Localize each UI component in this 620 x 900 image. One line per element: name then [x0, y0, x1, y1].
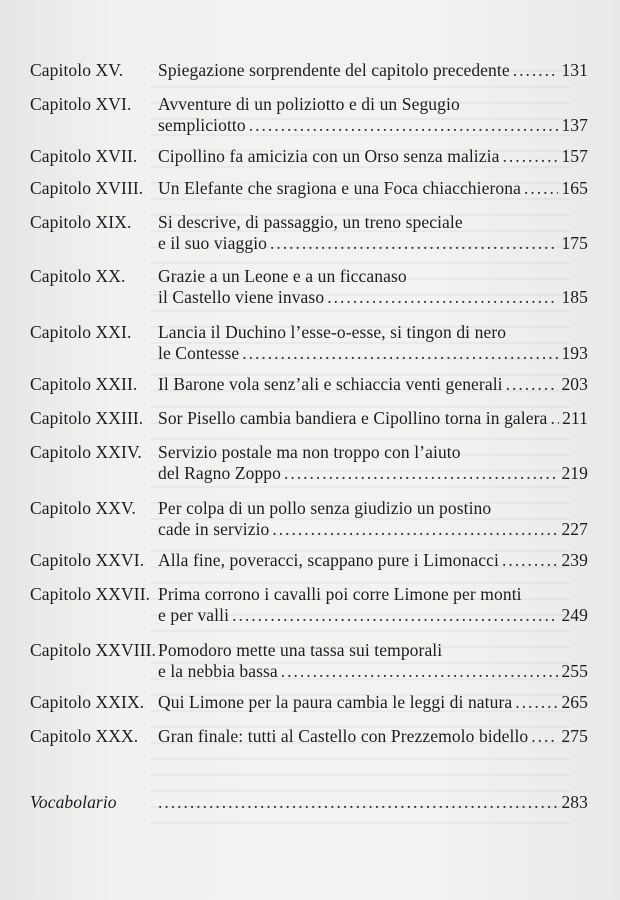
chapter-title-cont: del Ragno Zoppo	[158, 463, 282, 483]
leader-dots	[284, 463, 558, 484]
leader-dots	[327, 287, 558, 308]
chapter-label: Capitolo XXV.	[30, 498, 136, 518]
page-number: 283	[561, 792, 588, 812]
chapter-title: Lancia il Duchino l’esse-o-esse, si tingon di nero	[158, 322, 507, 342]
chapter-title: Prima corrono i cavalli poi corre Limone per monti	[158, 584, 522, 604]
chapter-label: Capitolo XXIII.	[30, 408, 144, 428]
leader-dots	[270, 233, 558, 254]
leader-dots	[550, 408, 559, 429]
chapter-title-cont: e la nebbia bassa	[158, 661, 278, 681]
chapter-title: Qui Limone per la paura cambia le leggi di natura	[158, 692, 513, 712]
chapter-label: Capitolo XXI.	[30, 322, 132, 342]
leader-dots	[524, 178, 558, 199]
leader-dots	[242, 343, 558, 364]
chapter-title-cont: le Contesse	[158, 343, 240, 363]
leader-dots	[502, 146, 558, 167]
page-number: 157	[561, 146, 588, 166]
page-number: 175	[561, 233, 588, 253]
chapter-title-cont: sempliciotto	[158, 115, 246, 135]
chapter-label: Capitolo XV.	[30, 60, 124, 80]
chapter-title: Grazie a un Leone e a un ficcanaso	[158, 266, 407, 286]
chapter-label: Capitolo XVII.	[30, 146, 138, 166]
chapter-title: Sor Pisello cambia bandiera e Cipollino torna in galera	[158, 408, 548, 428]
chapter-label: Capitolo XXVIII.	[30, 640, 157, 660]
page-number: 219	[561, 463, 588, 483]
chapter-title: Per colpa di un pollo senza giudizio un postino	[158, 498, 492, 518]
page-number: 211	[562, 408, 588, 428]
page-number: 131	[561, 60, 588, 80]
page-number: 265	[561, 692, 588, 712]
chapter-title-cont: il Castello viene invaso	[158, 287, 325, 307]
leader-dots	[506, 374, 559, 395]
leader-dots	[531, 726, 558, 747]
chapter-label: Capitolo XX.	[30, 266, 126, 286]
chapter-label: Capitolo XVI.	[30, 94, 132, 114]
leader-dots	[249, 115, 559, 136]
chapter-title-cont: cade in servizio	[158, 519, 270, 539]
vocabulary-label: Vocabolario	[30, 792, 117, 812]
leader-dots	[158, 792, 558, 813]
chapter-label: Capitolo XXIX.	[30, 692, 145, 712]
chapter-label: Capitolo XVIII.	[30, 178, 144, 198]
leader-dots	[513, 60, 559, 81]
chapter-title: Avventure di un poliziotto e di un Segugio	[158, 94, 460, 114]
chapter-title: Alla fine, poveracci, scappano pure i Limonacci	[158, 550, 499, 570]
chapter-title-cont: e il suo viaggio	[158, 233, 268, 253]
chapter-title: Cipollino fa amicizia con un Orso senza malizia	[158, 146, 500, 166]
chapter-title-cont: e per valli	[158, 605, 230, 625]
chapter-label: Capitolo XIX.	[30, 212, 132, 232]
chapter-title: Gran finale: tutti al Castello con Prezzemolo bidello	[158, 726, 529, 746]
leader-dots	[502, 550, 558, 571]
chapter-title: Un Elefante che sragiona e una Foca chiacchierona	[158, 178, 521, 198]
page-number: 227	[561, 519, 588, 539]
leader-dots	[281, 661, 559, 682]
page-number: 165	[561, 178, 588, 198]
page-number: 255	[561, 661, 588, 681]
chapter-title: Pomodoro mette una tassa sui temporali	[158, 640, 443, 660]
page-number: 275	[561, 726, 588, 746]
page-number: 249	[561, 605, 588, 625]
leader-dots	[232, 605, 558, 626]
page-number: 185	[561, 287, 588, 307]
page-number: 193	[561, 343, 588, 363]
page-number: 203	[561, 374, 588, 394]
chapter-title: Il Barone vola senz’ali e schiaccia venti generali	[158, 374, 503, 394]
page-number: 137	[561, 115, 588, 135]
chapter-label: Capitolo XXVI.	[30, 550, 145, 570]
chapter-title: Si descrive, di passaggio, un treno speciale	[158, 212, 463, 232]
chapter-label: Capitolo XXIV.	[30, 442, 142, 462]
leader-dots	[272, 519, 558, 540]
chapter-title: Servizio postale ma non troppo con l’aiuto	[158, 442, 461, 462]
chapter-label: Capitolo XXVII.	[30, 584, 151, 604]
page-number: 239	[561, 550, 588, 570]
chapter-title: Spiegazione sorprendente del capitolo precedente	[158, 60, 510, 80]
chapter-label: Capitolo XXX.	[30, 726, 139, 746]
leader-dots	[515, 692, 558, 713]
chapter-label: Capitolo XXII.	[30, 374, 138, 394]
